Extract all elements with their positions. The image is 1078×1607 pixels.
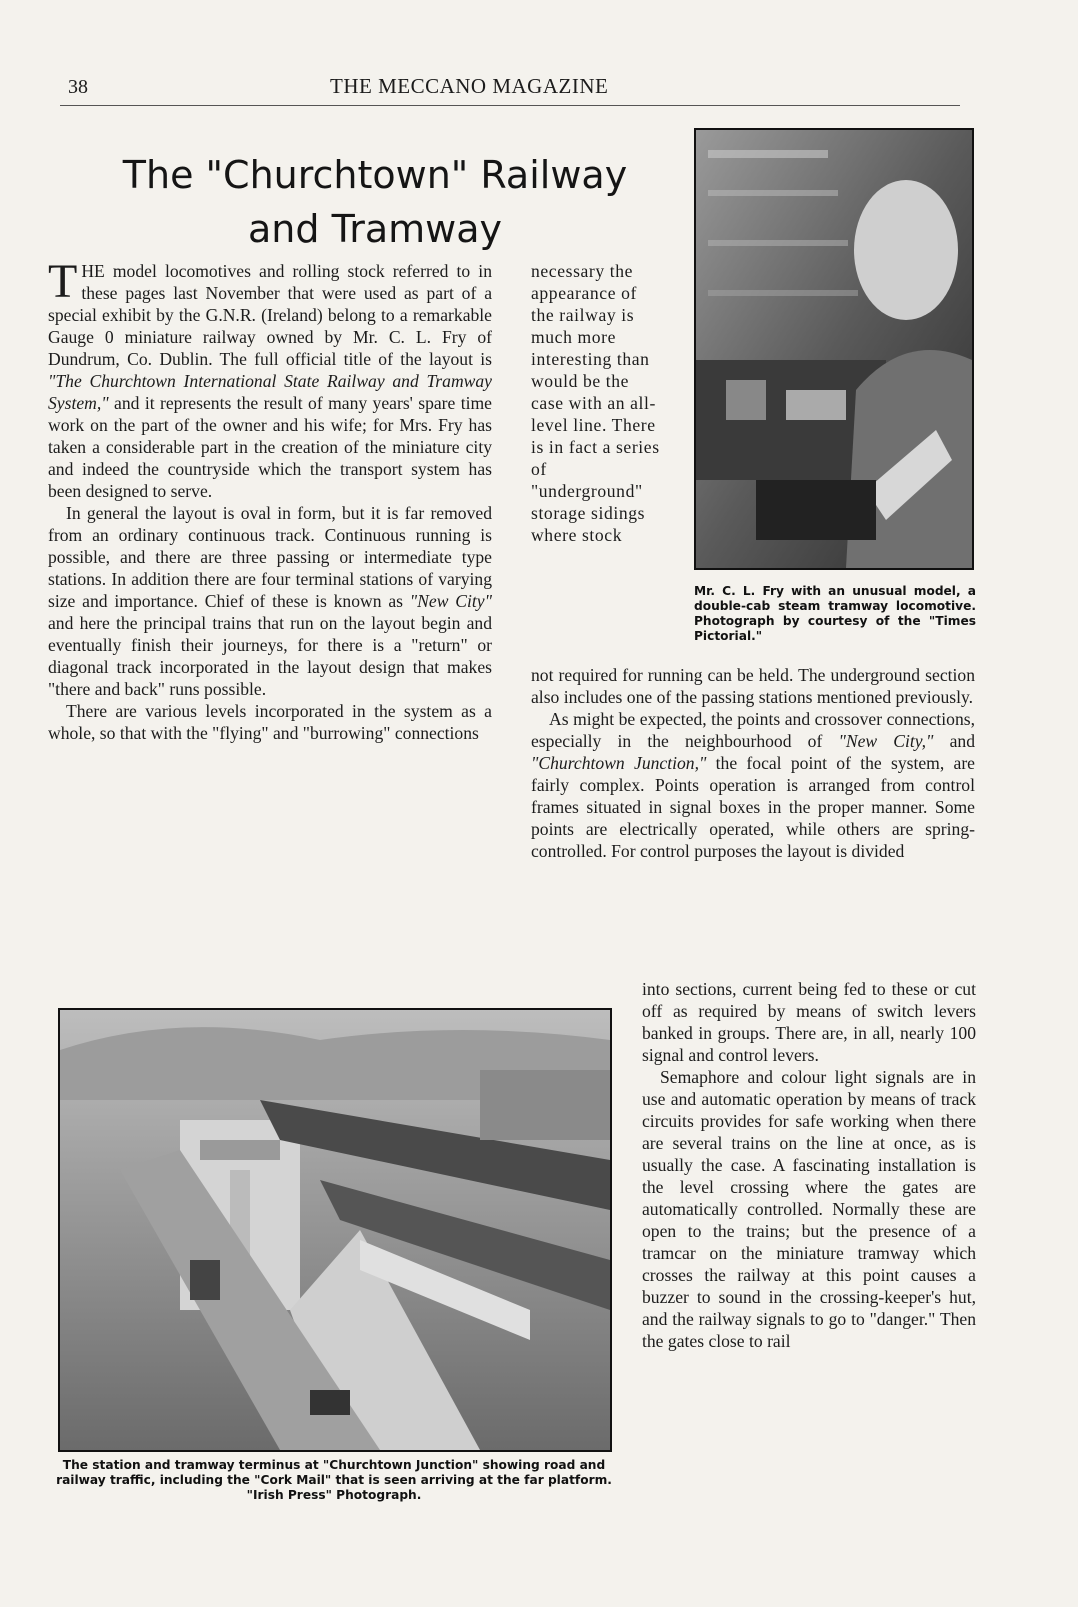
paragraph: necessary the appearance of the railway is much more interesting than would be the case with an all-level line. There is in fact a series of "underground" storage sidings where stock [531,261,660,545]
paragraph: not required for running can be held. The underground section also includes one of the passing stations mentioned previously. [531,665,975,707]
portrait-photo [694,128,974,570]
header-rule [60,105,960,106]
paragraph: There are various levels incorporated in the system as a whole, so that with the "flying" and "burrowing" connections [48,701,492,743]
paragraph: Semaphore and colour light signals are in use and automatic operation by means of track circuits provides for safe working when there are several trains on the line at once, as is usually the case. A fascinating installation is the level crossing where the gates are automatically controlled. Normally these are open to the trains; but the presence of a tramcar on the miniature tramway which crosses the railway at this point causes a buzzer to sound in the crossing-keeper's hut, and the railway signals to go to "danger." Then the gates close to rail [642,1067,976,1351]
paragraph: into sections, current being fed to these or cut off as required by means of switch levers banked in groups. There are, in all, nearly 100 signal and control levers. [642,979,976,1065]
text-run: As might be expected, the points and crossover connections, especially in the neighbourhood of [531,709,975,751]
article-title [60,148,690,256]
portrait-photo-image [696,130,972,568]
portrait-photo-caption: Mr. C. L. Fry with an unusual model, a double-cab steam tramway locomotive. Photograph by courtesy of the "Times Pictorial." [694,584,976,643]
paragraph [531,708,975,862]
text-run: In general the layout is oval in form, but it is far removed from an ordinary continuous track. Continuous running is possible, and there are three passing or intermediate type stations. In addition there are four terminal stations of varying size and importance. Chief of these is known as [48,503,492,611]
article-column-2-wide [531,664,975,862]
page-number: 38 [68,76,88,98]
text-run-italic: "New City," [838,731,934,751]
text-run: the focal point of the system, are fairly complex. Points operation is arranged from control frames situated in signal boxes in the proper manner. Some points are electrically operated, while others are spring-controlled. For control purposes the layout is divided [531,753,975,861]
paragraph [48,255,492,502]
layout-photo-caption: The station and tramway terminus at "Churchtown Junction" showing road and railway traffic, including the "Cork Mail" that is seen arriving at the far platform. "Irish Press" Photograph. [56,1458,612,1502]
paragraph [48,502,492,700]
article-title-line1: The "Churchtown" Railway [122,153,628,197]
text-run-italic: "The Churchtown International State Railway and Tramway System," [48,371,492,413]
text-run: and [933,731,975,751]
text-run-italic: "Churchtown Junction," [531,753,707,773]
article-column-1 [48,255,492,744]
drop-cap: T [48,255,78,308]
article-title-line2: and Tramway [248,207,502,251]
text-run: and it represents the result of many years' spare time work on the part of the owner and his wife; for Mrs. Fry has taken a considerable part in the creation of the miniature city and indeed the countryside which the transport system has been designed to serve. [48,393,492,501]
layout-photo-image [60,1010,610,1450]
article-column-2-narrow [531,260,661,546]
layout-photo [58,1008,612,1452]
text-run: and here the principal trains that run on the layout begin and eventually finish their journeys, for there is a "return" or diagonal track incorporated in the layout design that makes "there and back" runs possible. [48,613,492,699]
text-run-italic: "New City" [409,591,492,611]
text-run: HE model locomotives and rolling stock referred to in these pages last November that were used as part of a special exhibit by the G.N.R. (Ireland) belong to a remarkable Gauge 0 miniature railway owned by Mr. C. L. Fry of Dundrum, Co. Dublin. The full official title of the layout is [48,261,492,369]
magazine-title: THE MECCANO MAGAZINE [330,74,609,98]
article-column-3 [642,978,976,1352]
